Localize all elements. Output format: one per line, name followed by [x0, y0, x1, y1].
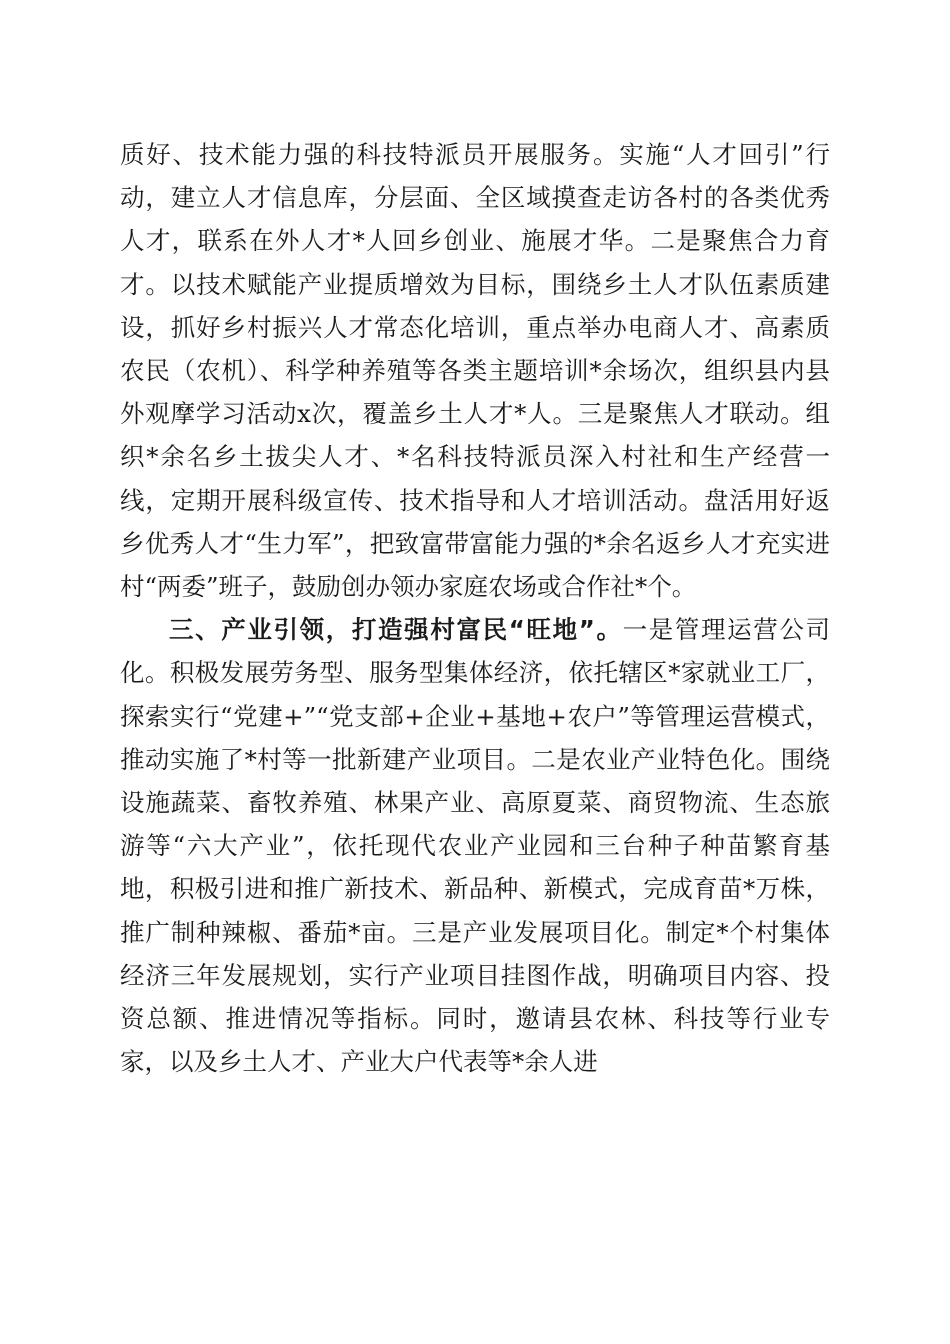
paragraph-section-3: [120, 608, 830, 1083]
section-3-body: 一是管理运营公司化。积极发展劳务型、服务型集体经济，依托辖区*家就业工厂，探索实行“党建+”“党支部+企业+基地+农户”等管理运营模式，推动实施了*村等一批新建产业项目。二是农业产业特色化。围绕设施蔬菜、畜牧养殖、林果产业、高原夏菜、商贸物流、生态旅游等“六大产业”，依托现代农业产业园和三台种子种苗繁育基地，积极引进和推广新技术、新品种、新模式，完成育苗*万株，推广制种辣椒、番茄*亩。三是产业发展项目化。制定*个村集体经济三年发展规划，实行产业项目挂图作战，明确项目内容、投资总额、推进情况等指标。同时，邀请县农林、科技等行业专家，以及乡土人才、产业大户代表等*余人进: [120, 615, 831, 1077]
paragraph-talent-services: 质好、技术能力强的科技特派员开展服务。实施“人才回引”行动，建立人才信息库，分层面、全区域摸查走访各村的各类优秀人才，联系在外人才*人回乡创业、施展才华。二是聚焦合力育才。以技术赋能产业提质增效为目标，围绕乡土人才队伍素质建设，抓好乡村振兴人才常态化培训，重点举办电商人才、高素质农民（农机）、科学种养殖等各类主题培训*余场次，组织县内县外观摩学习活动x次，覆盖乡土人才*人。三是聚焦人才联动。组织*余名乡土拔尖人才、*名科技特派员深入村社和生产经营一线，定期开展科级宣传、技术指导和人才培训活动。盘活用好返乡优秀人才“生力军”，把致富带富能力强的*余名返乡人才充实进村“两委”班子，鼓励创办领办家庭农场或合作社*个。: [120, 140, 830, 602]
section-3-heading: 三、产业引领，打造强村富民“旺地”。: [169, 615, 623, 645]
document-body: [120, 133, 830, 1083]
